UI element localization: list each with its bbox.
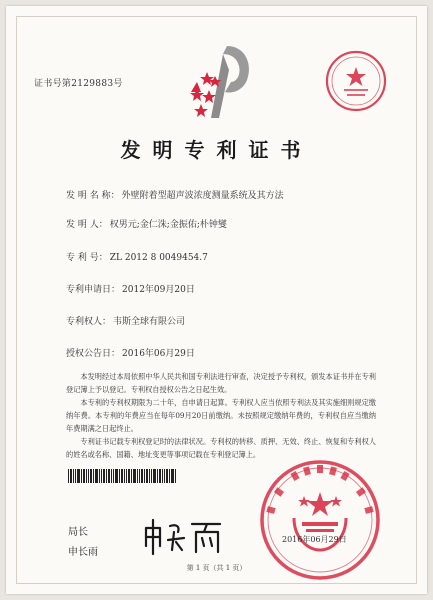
certificate-page xyxy=(6,6,427,594)
director-name: 申长雨 xyxy=(68,547,98,558)
field-label: 专 利 号 xyxy=(66,253,99,263)
field-label: 专利申请日 xyxy=(66,285,112,295)
field-grant-date: 授权公告日： 2016年06月29日 xyxy=(66,346,195,359)
certificate-number: 证书号第2129883号 xyxy=(34,79,123,89)
body-paragraph: 本专利的专利权期限为二十年，自申请日起算。专利权人应当依照专利法及其实施细则规定缴纳年费。本专利的年费应当在每年09月20日前缴纳。未按照规定缴纳年费的，专利权自应当缴纳年费期满之日起终止。 xyxy=(66,398,376,433)
body-paragraph: 本发明经过本局依照中华人民共和国专利法进行审查，决定授予专利权，颁发本证书并在专利登记簿上予以登记。专利权自授权公告之日起生效。 xyxy=(66,372,376,394)
director-title: 局长 xyxy=(68,527,88,538)
barcode-icon xyxy=(68,469,176,483)
field-invention-name: 发 明 名 称： 外壁附着型超声波浓度测量系统及其方法 xyxy=(66,188,284,201)
patent-office-small-seal-icon xyxy=(324,49,388,113)
field-value: 2012年09月20日 xyxy=(122,285,195,295)
field-value: 权男元;金仁洙;金振佑;朴钟燮 xyxy=(109,220,227,230)
field-label: 专利权人 xyxy=(66,317,103,327)
page-number: 第 1 页（共 1 页） xyxy=(186,564,247,572)
field-value: 外壁附着型超声波浓度测量系统及其方法 xyxy=(121,191,284,201)
body-paragraph: 专利证书记载专利权登记时的法律状况。专利权的转移、质押、无效、终止、恢复和专利权人的姓名或名称、国籍、地址变更等事项记载在专利登记簿上。 xyxy=(66,437,376,459)
certificate-body xyxy=(66,370,376,461)
sipo-logo-icon xyxy=(187,42,257,120)
field-label: 发 明 人 xyxy=(66,220,99,230)
field-value: 韦斯全球有限公司 xyxy=(113,317,186,327)
field-label: 发 明 名 称 xyxy=(66,191,111,201)
seal-date: 2016年06月29日 xyxy=(282,535,347,544)
field-patent-number: 专 利 号： ZL 2012 8 0049454.7 xyxy=(66,250,208,263)
certificate-title: 发明专利证书 xyxy=(120,138,313,162)
field-inventors: 发 明 人： 权男元;金仁洙;金振佑;朴钟燮 xyxy=(66,217,227,230)
field-filing-date: 专利申请日： 2012年09月20日 xyxy=(66,282,195,295)
field-value: 2016年06月29日 xyxy=(122,349,195,359)
director-signature-icon xyxy=(140,516,226,558)
field-value: ZL 2012 8 0049454.7 xyxy=(109,253,208,263)
field-patentee: 专利权人： 韦斯全球有限公司 xyxy=(66,314,185,327)
field-label: 授权公告日 xyxy=(66,349,112,359)
